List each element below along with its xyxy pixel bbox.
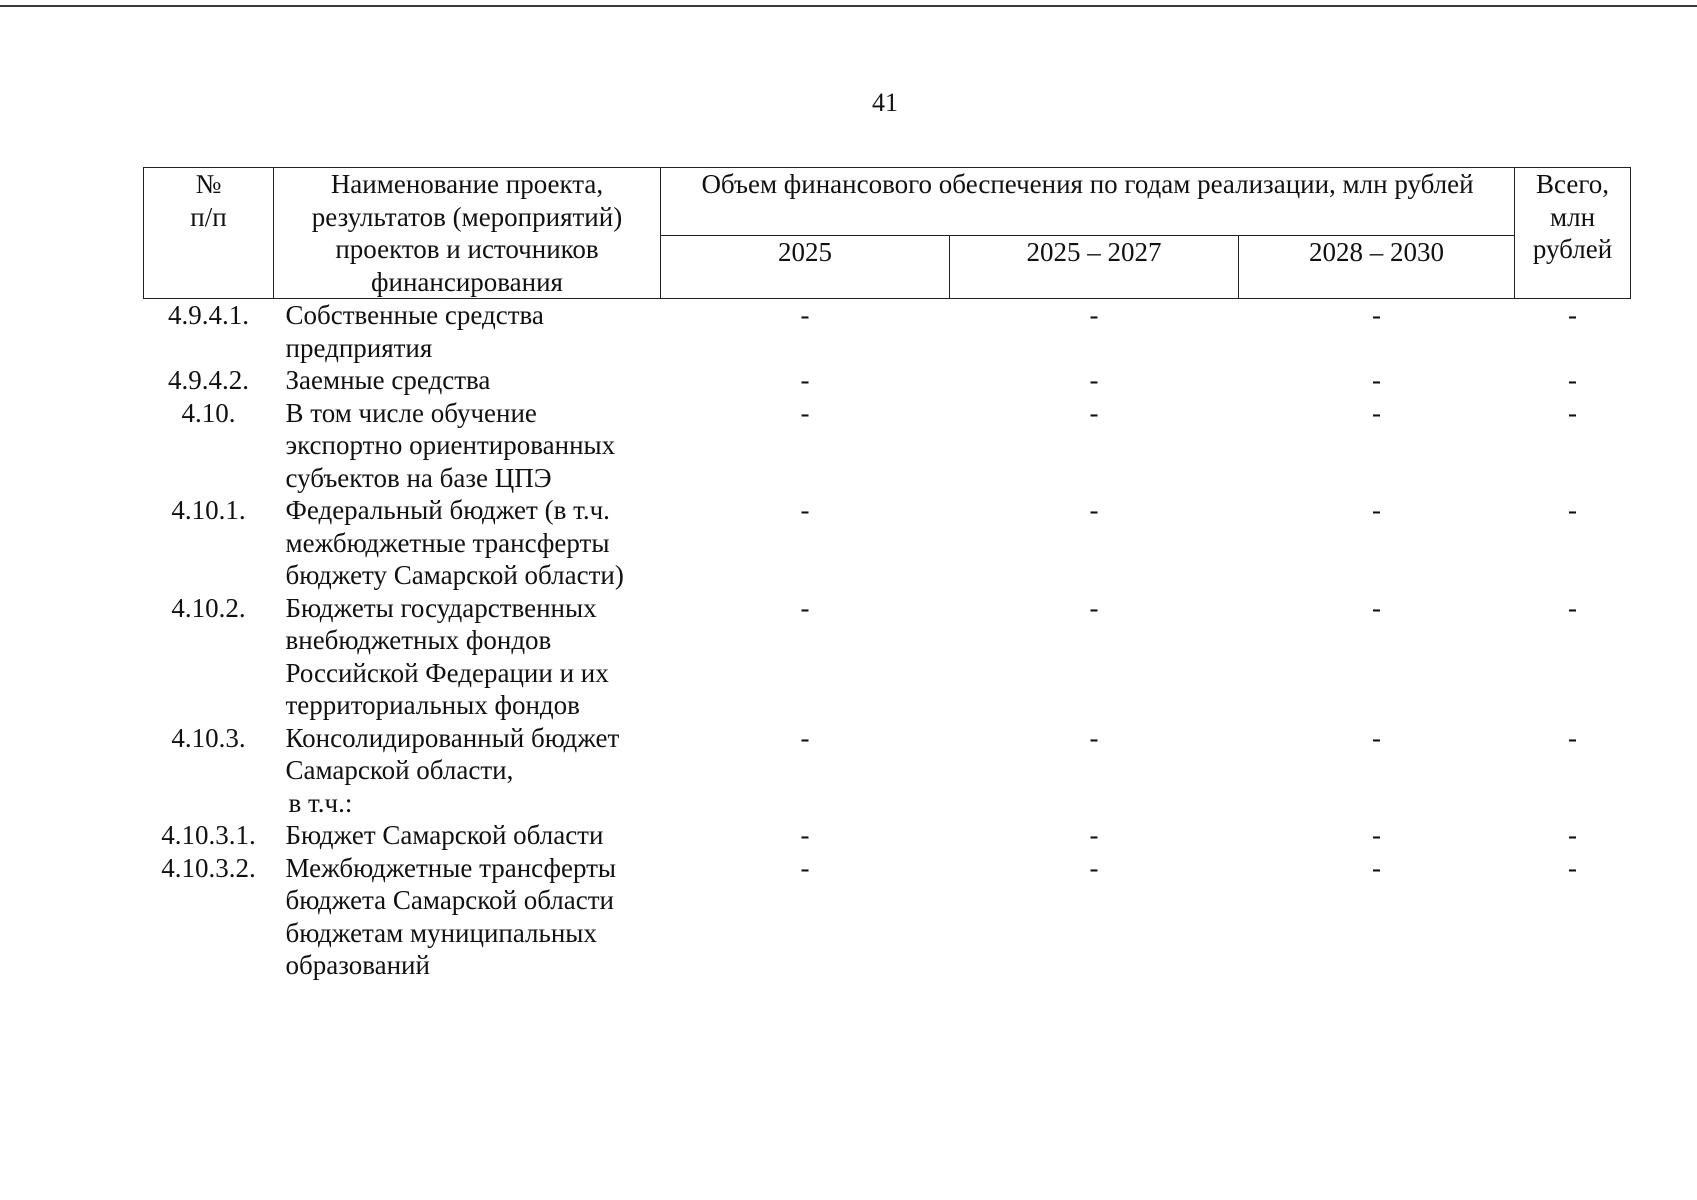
row-name: Консолидированный бюджет Самарской области, — [285, 722, 620, 785]
row-name: Межбюджетные трансферты бюджета Самарской области бюджетам муниципальных образований — [285, 852, 617, 980]
value-2025: - — [800, 495, 810, 525]
row-name-subline: в т.ч.: — [288, 787, 353, 818]
value-2028-2030: - — [1372, 300, 1382, 330]
value-2025: - — [800, 397, 810, 428]
page-top-border — [0, 5, 1697, 7]
value-2025-2027: - — [1089, 820, 1099, 850]
table-row — [144, 592, 1631, 722]
table-row — [144, 722, 1631, 820]
value-2025-2027: - — [1089, 722, 1099, 753]
row-name: Бюджет Самарской области — [285, 820, 604, 850]
table-header — [144, 168, 1631, 299]
value-total: - — [1568, 365, 1578, 395]
value-total: - — [1568, 722, 1578, 753]
table-row — [144, 819, 1631, 852]
value-2025: - — [800, 592, 810, 623]
row-name: В том числе обучение экспортно ориентированных субъектов на базе ЦПЭ — [285, 397, 616, 493]
header-project-name: Наименование проекта, результатов (мероприятий) проектов и источников финансирования — [274, 168, 661, 299]
row-number: 4.10.3. — [171, 722, 246, 753]
table-row — [144, 494, 1631, 592]
value-2025-2027: - — [1089, 300, 1099, 330]
financing-table — [143, 167, 1631, 982]
table-row — [144, 299, 1631, 365]
row-number: 4.9.4.2. — [168, 365, 249, 395]
value-total: - — [1568, 592, 1578, 623]
table-row — [144, 852, 1631, 982]
row-number: 4.10.1. — [171, 495, 246, 525]
value-2028-2030: - — [1372, 722, 1382, 753]
value-total: - — [1568, 852, 1578, 883]
row-name: Бюджеты государственных внебюджетных фондов Российской Федерации и их территориальных фондов — [285, 592, 609, 720]
value-2028-2030: - — [1372, 852, 1382, 883]
value-total: - — [1568, 495, 1578, 525]
header-row-top — [144, 168, 1631, 236]
header-years-2028-2030: 2028 – 2030 — [1239, 236, 1515, 299]
row-name-cell — [274, 722, 661, 820]
value-2025-2027: - — [1089, 365, 1099, 395]
header-year-2025: 2025 — [661, 236, 950, 299]
value-2028-2030: - — [1372, 820, 1382, 850]
value-2025: - — [800, 820, 810, 850]
row-number: 4.9.4.1. — [168, 300, 249, 330]
value-2028-2030: - — [1372, 365, 1382, 395]
value-2028-2030: - — [1372, 592, 1382, 623]
header-row-number: № п/п — [144, 168, 274, 299]
row-number: 4.10.2. — [171, 592, 246, 623]
value-2025-2027: - — [1089, 397, 1099, 428]
table-row — [144, 364, 1631, 397]
header-financing-volume: Объем финансового обеспечения по годам реализации, млн рублей — [661, 168, 1515, 236]
row-name: Собственные средства предприятия — [285, 300, 544, 363]
row-number: 4.10.3.2. — [161, 852, 256, 883]
table-body — [144, 299, 1631, 982]
table-row — [144, 397, 1631, 495]
page-number: 41 — [872, 88, 898, 117]
value-2028-2030: - — [1372, 495, 1382, 525]
value-2025: - — [800, 722, 810, 753]
value-2025-2027: - — [1089, 852, 1099, 883]
value-2025-2027: - — [1089, 592, 1099, 623]
row-number: 4.10.3.1. — [161, 820, 256, 850]
header-total: Всего, млн рублей — [1515, 168, 1631, 299]
value-2025: - — [800, 300, 810, 330]
header-years-2025-2027: 2025 – 2027 — [950, 236, 1239, 299]
value-2025: - — [800, 852, 810, 883]
value-total: - — [1568, 820, 1578, 850]
value-total: - — [1568, 397, 1578, 428]
row-name: Федеральный бюджет (в т.ч. межбюджетные трансферты бюджету Самарской области) — [285, 495, 624, 590]
value-2025: - — [800, 365, 810, 395]
value-total: - — [1568, 300, 1578, 330]
row-number: 4.10. — [181, 397, 236, 428]
row-name: Заемные средства — [285, 365, 491, 395]
value-2025-2027: - — [1089, 495, 1099, 525]
value-2028-2030: - — [1372, 397, 1382, 428]
